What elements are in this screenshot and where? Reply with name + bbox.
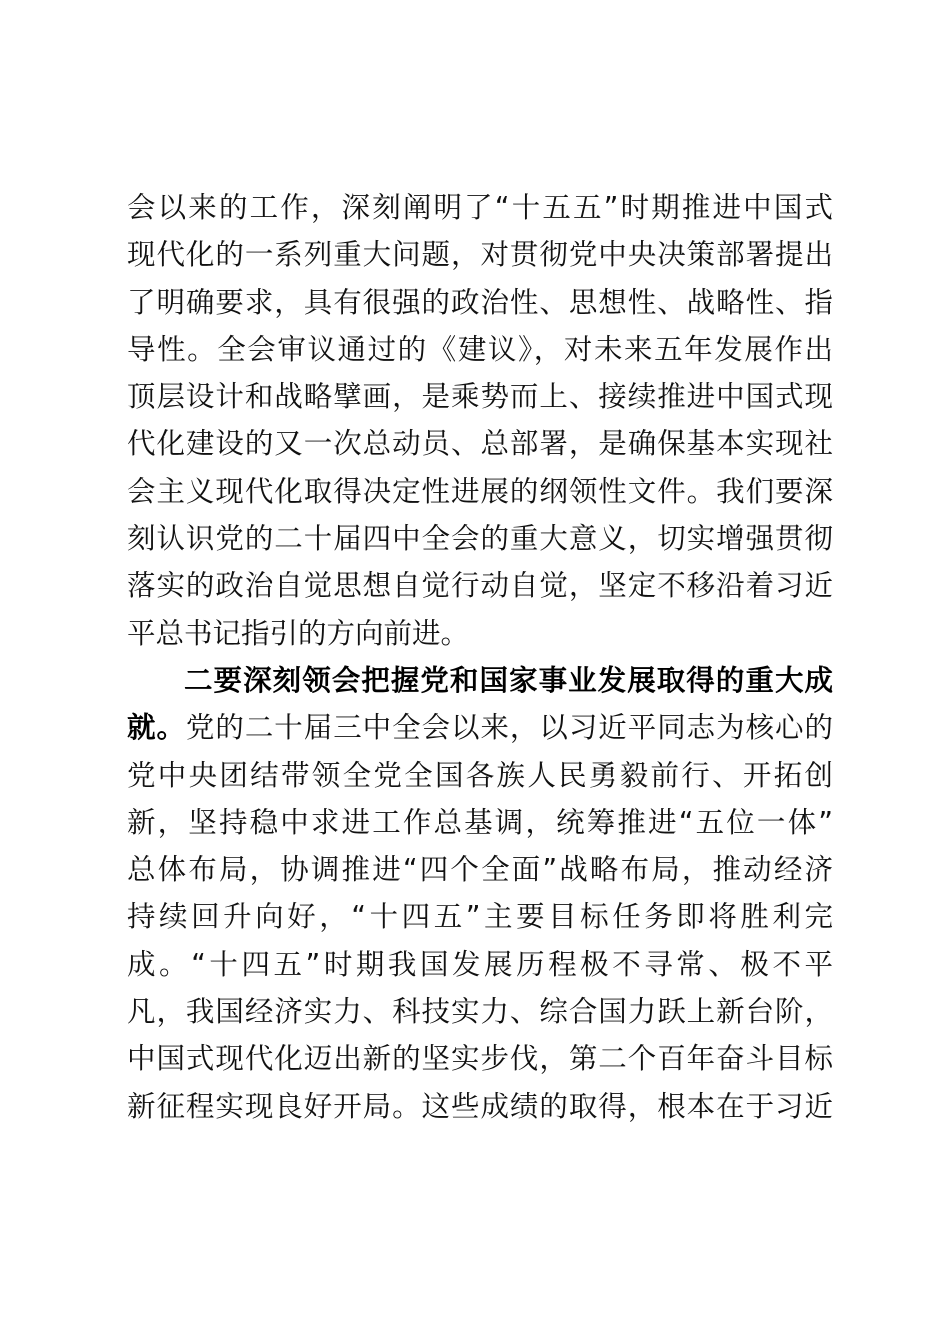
paragraph-1 [127,184,833,657]
text-line: 平总书记指引的方向前进。 [127,616,470,650]
text-line: 新征程实现良好开局。这些成绩的取得，根本在于习近 [127,1089,833,1123]
text-line [127,704,833,751]
text-line: 刻认识党的二十届四中全会的重大意义，切实增强贯彻 [127,522,833,556]
text-line: 顶层设计和战略擘画，是乘势而上、接续推进中国式现 [127,380,833,414]
text-line: 成。“十四五”时期我国发展历程极不寻常、极不平 [127,947,833,981]
document-body [127,184,833,1130]
text-line: 会以来的工作，深刻阐明了“十五五”时期推进中国式 [127,191,833,224]
text-line: 代化建设的又一次总动员、总部署，是确保基本实现社 [127,427,833,461]
text-line: 党中央团结带领全党全国各族人民勇毅前行、开拓创 [127,758,833,792]
text-line: 中国式现代化迈出新的坚实步伐，第二个百年奋斗目标 [127,1042,833,1076]
text-line: 会主义现代化取得决定性进展的纲领性文件。我们要深 [127,474,833,508]
text-line: 现代化的一系列重大问题，对贯彻党中央决策部署提出 [127,238,833,272]
paragraph-2 [127,657,833,1130]
text-line: 了明确要求，具有很强的政治性、思想性、战略性、指 [127,285,833,319]
text-line: 总体布局，协调推进“四个全面”战略布局，推动经济 [127,853,833,887]
text-line: 新，坚持稳中求进工作总基调，统筹推进“五位一体” [127,805,833,839]
text-line: 导性。全会审议通过的《建议》，对未来五年发展作出 [127,332,833,366]
text-line: 持续回升向好，“十四五”主要目标任务即将胜利完 [127,900,833,934]
section-heading-end: 就。 [127,711,186,745]
text-line: 凡，我国经济实力、科技实力、综合国力跃上新台阶， [127,995,833,1029]
text-run: 党的二十届三中全会以来，以习近平同志为核心的 [185,711,833,745]
text-line: 落实的政治自觉思想自觉行动自觉，坚定不移沿着习近 [127,569,833,603]
section-heading: 二要深刻领会把握党和国家事业发展取得的重大成 [184,663,833,697]
